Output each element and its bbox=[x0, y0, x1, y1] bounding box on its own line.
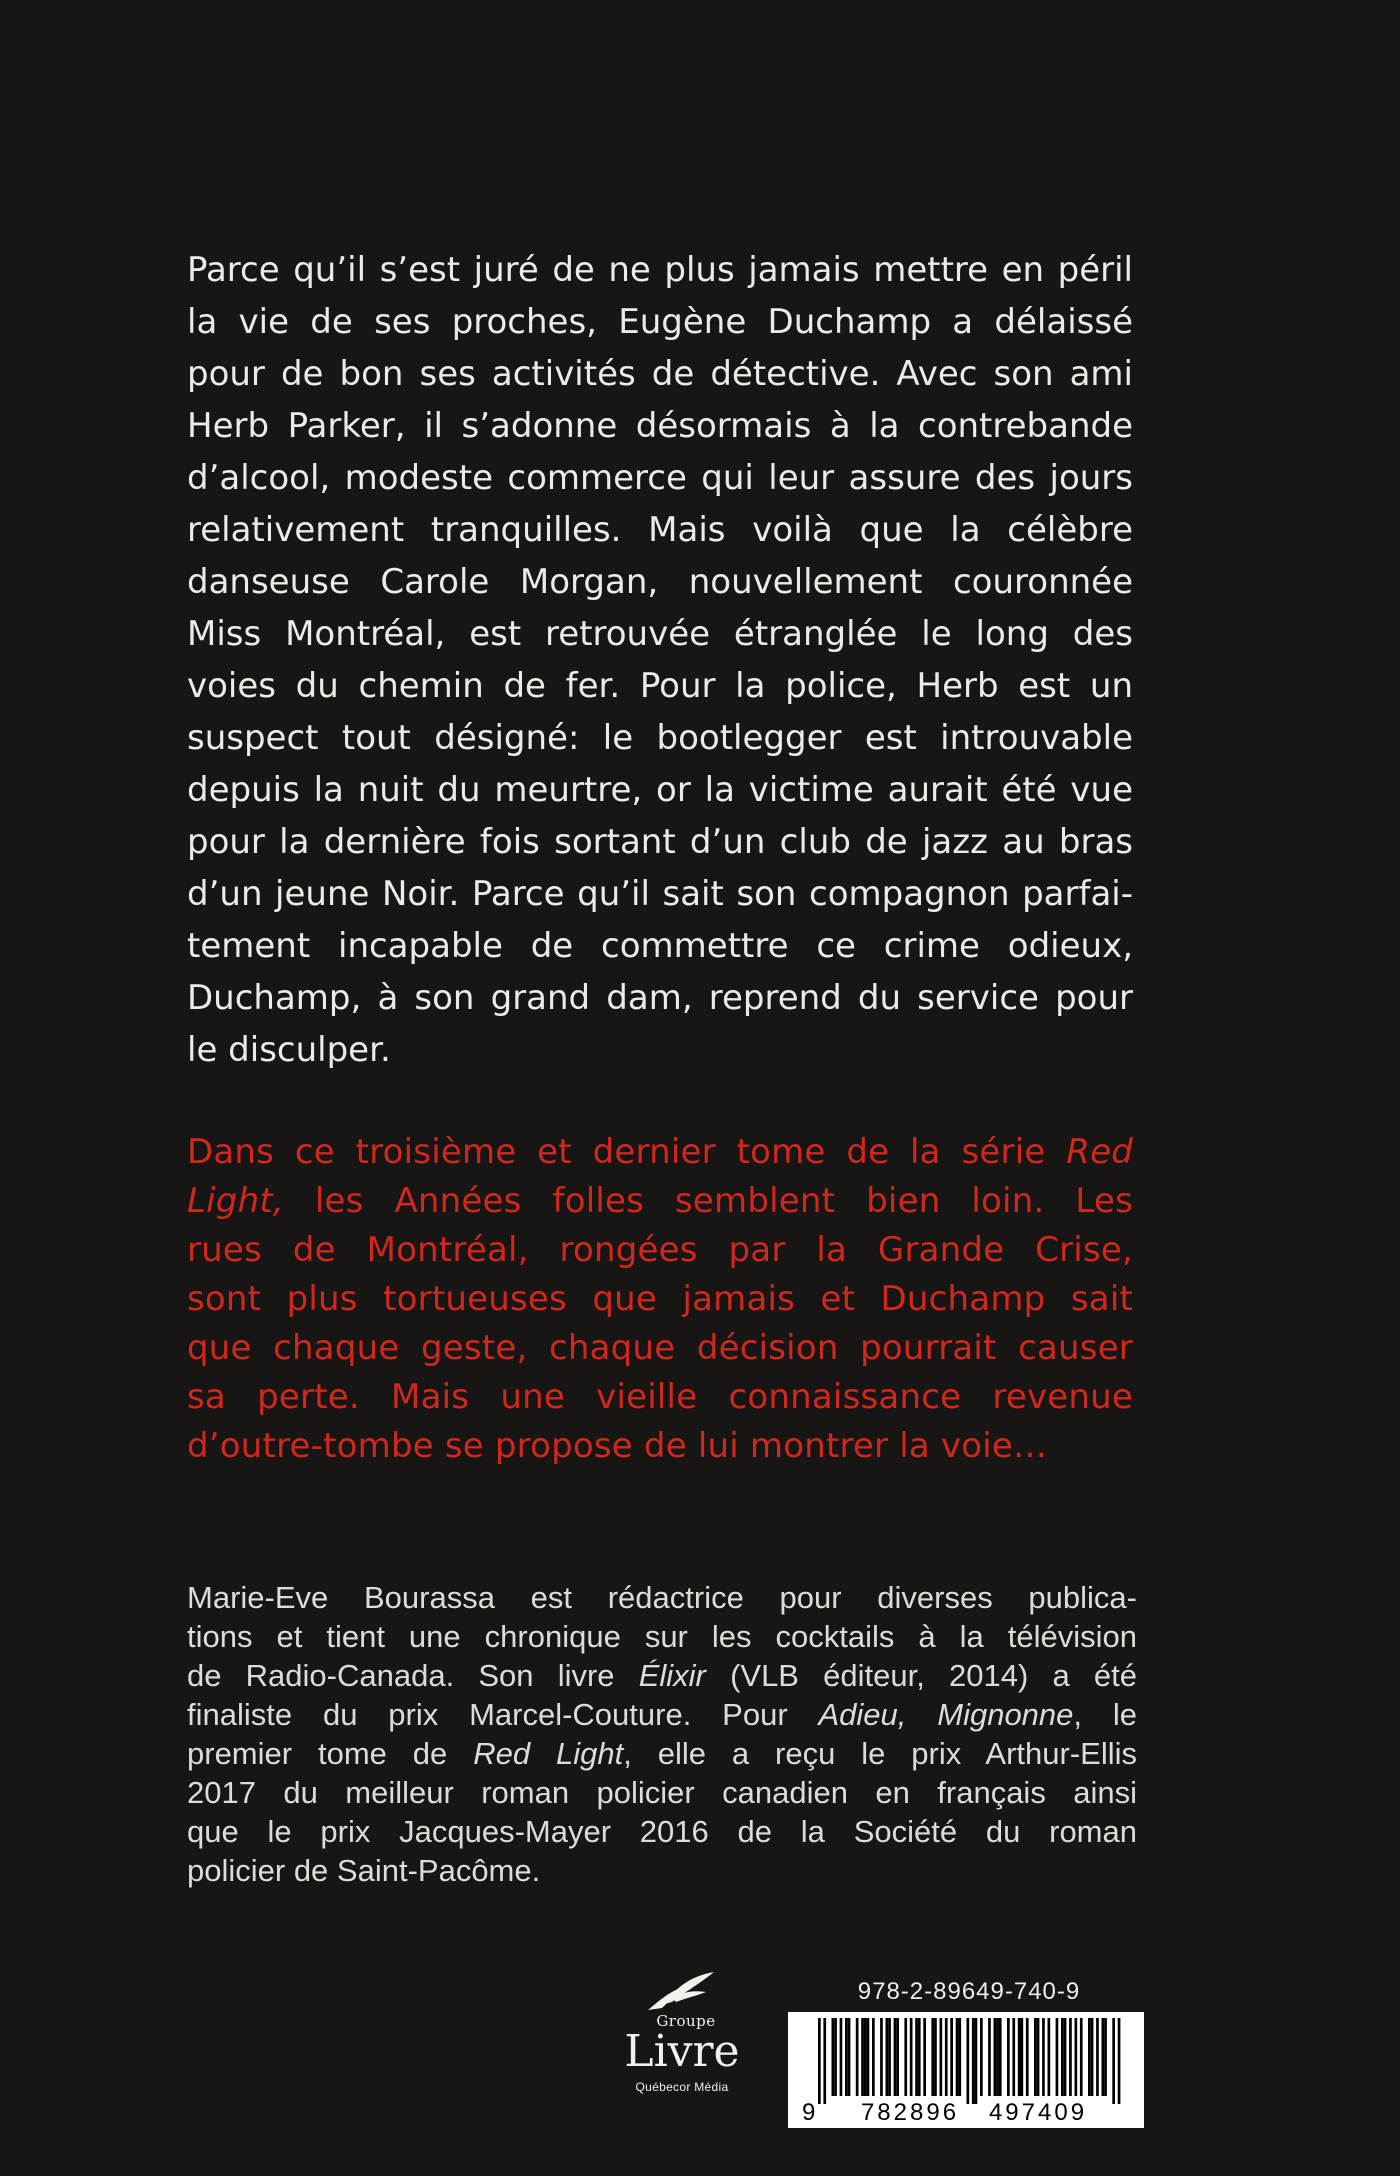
publisher-logo bbox=[606, 1968, 756, 2118]
barcode-bar bbox=[1096, 2018, 1099, 2096]
barcode-bar bbox=[1091, 2018, 1094, 2096]
barcode-bar bbox=[1064, 2018, 1067, 2096]
synopsis-line: d’alcool, modeste commerce qui leur assure des jours bbox=[187, 458, 1133, 498]
synopsis-line: danseuse Carole Morgan, nouvellement couronnée bbox=[187, 562, 1133, 602]
book-title-italic: Adieu, Mignonne bbox=[818, 1697, 1074, 1732]
barcode-bar bbox=[940, 2018, 943, 2096]
barcode-bar bbox=[904, 2018, 907, 2096]
barcode-digit-first: 9 bbox=[802, 2099, 816, 2126]
teaser-line bbox=[187, 1128, 1133, 1177]
barcode-bar bbox=[1007, 2018, 1010, 2096]
barcode-bar bbox=[915, 2018, 918, 2096]
bio-line: Marie-Eve Bourassa est rédactrice pour diverses publica- bbox=[187, 1580, 1137, 1615]
bio-text: premier tome de bbox=[187, 1736, 474, 1771]
barcode-bar bbox=[950, 2018, 953, 2096]
barcode-bar bbox=[832, 2018, 835, 2096]
barcode-bar bbox=[934, 2018, 937, 2096]
synopsis-line: Miss Montréal, est retrouvée étranglée le long des bbox=[187, 614, 1133, 654]
barcode-bar bbox=[980, 2018, 983, 2096]
barcode-bar bbox=[834, 2018, 837, 2096]
barcode-bar bbox=[1018, 2018, 1021, 2096]
bio-text: de Radio-Canada. Son livre bbox=[187, 1658, 639, 1693]
barcode-bar bbox=[1056, 2018, 1059, 2096]
publisher-subtitle: Québecor Média bbox=[635, 2080, 729, 2094]
synopsis-line: voies du chemin de fer. Pour la police, Herb est un bbox=[187, 666, 1133, 706]
teaser-text: les Années folles semblent bien loin. Les bbox=[283, 1181, 1133, 1221]
teaser-paragraph bbox=[187, 1128, 1133, 1471]
barcode-bar bbox=[880, 2018, 883, 2096]
barcode-bar bbox=[1042, 2018, 1045, 2096]
barcode-bar bbox=[1104, 2018, 1107, 2096]
book-title-italic: Élixir bbox=[638, 1658, 706, 1693]
bio-line: policier de Saint-Pacôme. bbox=[187, 1853, 541, 1888]
barcode-digits-right: 497409 bbox=[988, 2099, 1088, 2126]
synopsis-line: tement incapable de commettre ce crime odieux, bbox=[187, 926, 1133, 966]
synopsis-line: suspect tout désigné: le bootlegger est introuvable bbox=[187, 718, 1133, 758]
isbn-number: 978-2-89649-740-9 bbox=[857, 1978, 1081, 2005]
synopsis-line: la vie de ses proches, Eugène Duchamp a délaissé bbox=[187, 302, 1133, 342]
synopsis-paragraph bbox=[187, 244, 1133, 1076]
synopsis-line: d’un jeune Noir. Parce qu’il sait son compagnon parfai- bbox=[187, 874, 1133, 914]
barcode-bar bbox=[988, 2018, 991, 2096]
barcode-bar bbox=[967, 2018, 970, 2104]
synopsis-line: le disculper. bbox=[187, 1030, 391, 1070]
barcode-bar bbox=[861, 2018, 864, 2096]
barcode-bar bbox=[818, 2018, 821, 2104]
barcode-bar bbox=[975, 2018, 978, 2104]
barcode-bar bbox=[1088, 2018, 1091, 2096]
barcode-digits-left: 782896 bbox=[860, 2099, 960, 2126]
barcode-bar bbox=[1037, 2018, 1040, 2096]
barcode-bar bbox=[872, 2018, 875, 2096]
barcode-bar bbox=[1034, 2018, 1037, 2096]
teaser-line: rues de Montréal, rongées par la Grande Crise, bbox=[187, 1230, 1133, 1270]
series-title-italic: Red bbox=[1066, 1132, 1133, 1172]
barcode-bar bbox=[972, 2018, 975, 2104]
barcode-bar bbox=[931, 2018, 934, 2096]
barcode-bar bbox=[1069, 2018, 1072, 2096]
bio-text: , le bbox=[1073, 1697, 1137, 1732]
bio-line: tions et tient une chronique sur les cocktails à la télévision bbox=[187, 1619, 1137, 1654]
synopsis-line: pour de bon ses activités de détective. Avec son ami bbox=[187, 354, 1133, 394]
series-title-italic: Light, bbox=[187, 1181, 284, 1221]
barcode-bar bbox=[996, 2018, 999, 2096]
bio-line bbox=[187, 1656, 1137, 1695]
teaser-line: sont plus tortueuses que jamais et Duchamp sait bbox=[187, 1279, 1133, 1319]
bio-text: , elle a reçu le prix Arthur-Ellis bbox=[623, 1736, 1137, 1771]
barcode-bar bbox=[1112, 2018, 1115, 2104]
teaser-line: d’outre-tombe se propose de lui montrer la voie… bbox=[187, 1426, 1048, 1466]
bio-line bbox=[187, 1734, 1137, 1773]
bio-line: 2017 du meilleur roman policier canadien en français ainsi bbox=[187, 1775, 1137, 1810]
barcode-bar bbox=[845, 2018, 848, 2096]
barcode bbox=[788, 2012, 1144, 2128]
teaser-line bbox=[187, 1177, 1133, 1226]
synopsis-line: Duchamp, à son grand dam, reprend du service pour bbox=[187, 978, 1133, 1018]
barcode-bar bbox=[1061, 2018, 1064, 2096]
barcode-bar bbox=[1048, 2018, 1051, 2096]
synopsis-line: relativement tranquilles. Mais voilà que la célèbre bbox=[187, 510, 1133, 550]
barcode-bar bbox=[856, 2018, 859, 2096]
barcode-bar bbox=[923, 2018, 926, 2096]
barcode-graphic bbox=[788, 2012, 1144, 2128]
teaser-text: Dans ce troisième et dernier tome de la série bbox=[187, 1132, 1067, 1172]
barcode-bar bbox=[840, 2018, 843, 2096]
barcode-bar bbox=[910, 2018, 913, 2096]
barcode-bar bbox=[999, 2018, 1002, 2096]
bio-line bbox=[187, 1695, 1137, 1734]
book-title-italic: Red Light bbox=[473, 1736, 624, 1771]
barcode-bar bbox=[1080, 2018, 1083, 2096]
teaser-line: sa perte. Mais une vieille connaissance revenue bbox=[187, 1377, 1133, 1417]
barcode-bar bbox=[1075, 2018, 1078, 2096]
barcode-bar bbox=[886, 2018, 889, 2096]
barcode-bar bbox=[958, 2018, 961, 2096]
barcode-bar bbox=[848, 2018, 851, 2096]
barcode-bar bbox=[896, 2018, 899, 2096]
publisher-groupe: Groupe bbox=[656, 2012, 716, 2030]
synopsis-line: depuis la nuit du meurtre, or la victime aurait été vue bbox=[187, 770, 1133, 810]
barcode-bar bbox=[1102, 2018, 1105, 2096]
barcode-bar bbox=[867, 2018, 870, 2096]
barcode-bar bbox=[894, 2018, 897, 2096]
barcode-bar bbox=[918, 2018, 921, 2096]
barcode-bar bbox=[956, 2018, 959, 2096]
synopsis-line: pour la dernière fois sortant d’un club de jazz au bras bbox=[187, 822, 1133, 862]
bio-text: finaliste du prix Marcel-Couture. Pour bbox=[187, 1697, 819, 1732]
synopsis-line: Herb Parker, il s’adonne désormais à la contrebande bbox=[187, 406, 1133, 446]
barcode-bar bbox=[864, 2018, 867, 2096]
barcode-bar bbox=[994, 2018, 997, 2096]
barcode-bar bbox=[1118, 2018, 1121, 2104]
synopsis-line: Parce qu’il s’est juré de ne plus jamais mettre en péril bbox=[187, 250, 1133, 290]
bio-text: (VLB éditeur, 2014) a été bbox=[705, 1658, 1138, 1693]
barcode-bar bbox=[823, 2018, 826, 2104]
barcode-bar bbox=[945, 2018, 948, 2096]
bio-line: que le prix Jacques-Mayer 2016 de la Société du roman bbox=[187, 1814, 1137, 1849]
barcode-bar bbox=[1026, 2018, 1029, 2096]
barcode-bar bbox=[1021, 2018, 1024, 2096]
author-bio bbox=[187, 1578, 1137, 1890]
teaser-line: que chaque geste, chaque décision pourrait causer bbox=[187, 1328, 1133, 1368]
publisher-livre: Livre bbox=[624, 2026, 740, 2077]
barcode-bar bbox=[888, 2018, 891, 2096]
barcode-bar bbox=[1012, 2018, 1015, 2096]
bird-feather-icon bbox=[642, 1968, 722, 2016]
